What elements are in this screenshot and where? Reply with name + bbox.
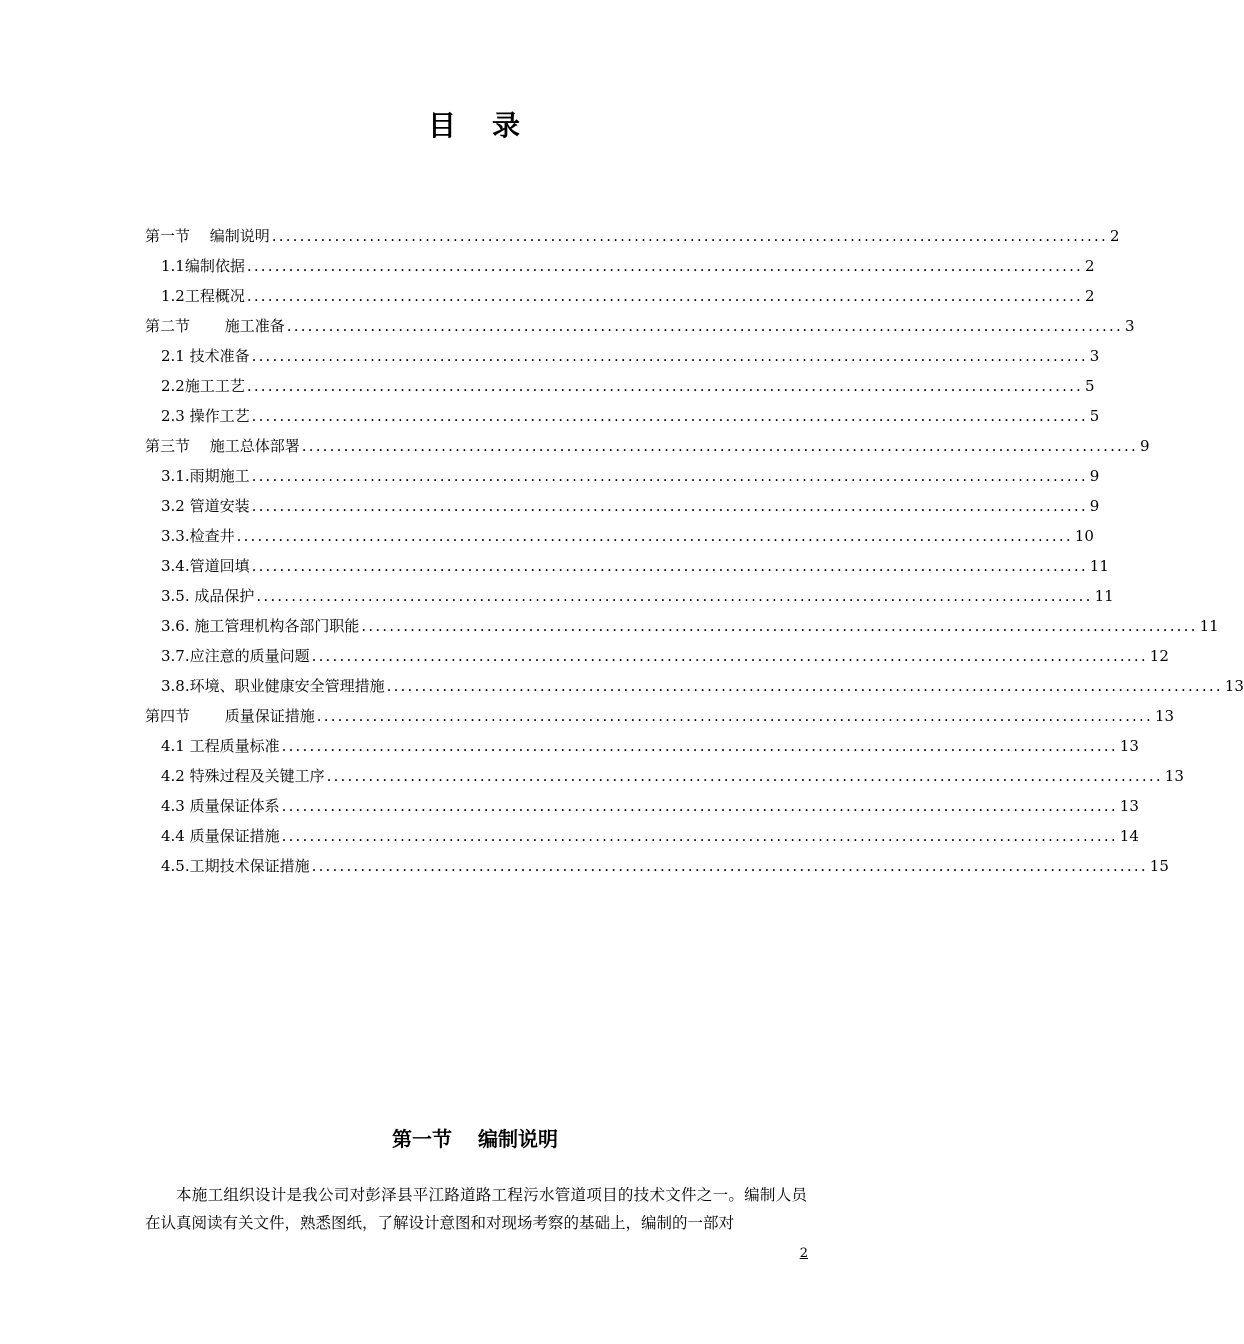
toc-entry-label: 3.7.应注意的质量问题 — [161, 647, 310, 665]
toc-entry-page: 9 — [1139, 437, 1150, 455]
toc-entry-page: 3 — [1089, 347, 1100, 365]
toc-entry[interactable] — [145, 283, 1095, 313]
toc-entry-label: 3.8.环境、职业健康安全管理措施 — [161, 677, 385, 695]
toc-entry[interactable] — [145, 763, 1184, 793]
toc-entry-label: 第四节 质量保证措施 — [145, 707, 315, 725]
toc-entry[interactable] — [145, 793, 1139, 823]
toc-title-char-1: 目 — [427, 109, 458, 142]
toc-leader-dots: ........................................................................................................................ — [281, 827, 1118, 845]
toc-entry[interactable] — [145, 583, 1114, 613]
toc-entry-label: 3.4.管道回填 — [161, 557, 250, 575]
toc-leader-dots: ........................................................................................................................ — [271, 227, 1108, 245]
section-title: 编制说明 — [478, 1127, 558, 1151]
toc-entry[interactable] — [145, 733, 1139, 763]
section-heading — [0, 1123, 950, 1152]
toc-entry-label: 1.2工程概况 — [161, 287, 245, 305]
toc-leader-dots: ........................................................................................................................ — [246, 287, 1084, 305]
toc-entry-page: 12 — [1149, 647, 1169, 665]
toc-entry-page: 3 — [1124, 317, 1135, 335]
toc-entry-page: 13 — [1119, 797, 1139, 815]
toc-entry-page: 2 — [1085, 287, 1095, 305]
toc-leader-dots: ........................................................................................................................ — [316, 707, 1153, 725]
toc-leader-dots: ........................................................................................................................ — [286, 317, 1123, 335]
toc-leader-dots: ........................................................................................................................ — [251, 467, 1088, 485]
toc-entry[interactable] — [145, 613, 1219, 643]
toc-leader-dots: ........................................................................................................................ — [251, 557, 1088, 575]
toc-entry[interactable] — [145, 463, 1100, 493]
toc-leader-dots: ........................................................................................................................ — [246, 377, 1084, 395]
toc-leader-dots: ........................................................................................................................ — [256, 587, 1093, 605]
toc-entry-page: 11 — [1199, 617, 1219, 635]
toc-entry-label: 第一节 编制说明 — [145, 227, 270, 245]
toc-entry-label: 第三节 施工总体部署 — [145, 437, 300, 455]
toc-entry-page: 2 — [1109, 227, 1120, 245]
toc-entry-label: 4.2 特殊过程及关键工序 — [161, 767, 325, 785]
toc-leader-dots: ........................................................................................................................ — [281, 797, 1118, 815]
toc-entry-page: 13 — [1164, 767, 1184, 785]
toc-leader-dots: ........................................................................................................................ — [311, 857, 1148, 875]
toc-entry-label: 第二节 施工准备 — [145, 317, 285, 335]
toc-entry[interactable] — [145, 853, 1169, 883]
toc-entry[interactable] — [145, 373, 1095, 403]
table-of-contents — [145, 223, 1244, 883]
toc-leader-dots: ........................................................................................................................ — [311, 647, 1148, 665]
toc-entry-label: 2.3 操作工艺 — [161, 407, 250, 425]
toc-entry-label: 4.3 质量保证体系 — [161, 797, 280, 815]
toc-entry-page: 11 — [1094, 587, 1114, 605]
toc-entry[interactable] — [145, 493, 1100, 523]
page-number: 2 — [799, 1246, 808, 1261]
toc-entry[interactable] — [145, 313, 1135, 343]
toc-entry-label: 4.5.工期技术保证措施 — [161, 857, 310, 875]
section-number: 第一节 — [392, 1127, 452, 1151]
toc-entry-label: 3.6. 施工管理机构各部门职能 — [161, 617, 360, 635]
toc-entry-page: 13 — [1224, 677, 1244, 695]
toc-entry[interactable] — [145, 433, 1150, 463]
toc-leader-dots: ........................................................................................................................ — [251, 407, 1088, 425]
toc-entry[interactable] — [145, 343, 1100, 373]
toc-entry-label: 1.1编制依据 — [161, 257, 245, 275]
toc-title-char-2: 录 — [492, 109, 523, 142]
toc-entry-label: 3.5. 成品保护 — [161, 587, 255, 605]
toc-entry-label: 3.1.雨期施工 — [161, 467, 250, 485]
body-paragraph: 本施工组织设计是我公司对彭泽县平江路道路工程污水管道项目的技术文件之一。编制人员在认真阅读有关文件，熟悉图纸，了解设计意图和对现场考察的基础上，编制的一部对 — [145, 1186, 807, 1232]
toc-entry-label: 4.4 质量保证措施 — [161, 827, 280, 845]
toc-entry-label: 3.3.检查井 — [161, 527, 235, 545]
toc-entry-page: 9 — [1089, 497, 1100, 515]
toc-title — [0, 104, 950, 144]
toc-entry-page: 13 — [1119, 737, 1139, 755]
toc-entry-page: 2 — [1085, 257, 1095, 275]
toc-entry-label: 2.1 技术准备 — [161, 347, 250, 365]
toc-entry[interactable] — [145, 823, 1139, 853]
toc-leader-dots: ........................................................................................................................ — [386, 677, 1223, 695]
toc-entry[interactable] — [145, 703, 1175, 733]
toc-entry-page: 5 — [1089, 407, 1100, 425]
toc-entry-page: 15 — [1149, 857, 1169, 875]
toc-entry-page: 5 — [1085, 377, 1095, 395]
toc-entry[interactable] — [145, 223, 1120, 253]
toc-leader-dots: ........................................................................................................................ — [236, 527, 1073, 545]
toc-entry[interactable] — [145, 523, 1094, 553]
toc-entry-label: 4.1 工程质量标准 — [161, 737, 280, 755]
toc-leader-dots: ........................................................................................................................ — [251, 497, 1088, 515]
toc-leader-dots: ........................................................................................................................ — [251, 347, 1088, 365]
toc-entry[interactable] — [145, 253, 1095, 283]
toc-leader-dots: ........................................................................................................................ — [301, 437, 1138, 455]
toc-leader-dots: ........................................................................................................................ — [281, 737, 1118, 755]
toc-entry-page: 13 — [1154, 707, 1175, 725]
toc-leader-dots: ........................................................................................................................ — [361, 617, 1198, 635]
toc-entry-label: 2.2施工工艺 — [161, 377, 245, 395]
toc-entry[interactable] — [145, 553, 1109, 583]
toc-leader-dots: ........................................................................................................................ — [246, 257, 1084, 275]
toc-entry-label: 3.2 管道安装 — [161, 497, 250, 515]
toc-entry-page: 14 — [1119, 827, 1139, 845]
toc-entry[interactable] — [145, 673, 1244, 703]
toc-entry-page: 9 — [1089, 467, 1100, 485]
toc-leader-dots: ........................................................................................................................ — [326, 767, 1163, 785]
toc-entry[interactable] — [145, 643, 1169, 673]
toc-entry-page: 11 — [1089, 557, 1109, 575]
toc-entry-page: 10 — [1074, 527, 1094, 545]
toc-entry[interactable] — [145, 403, 1100, 433]
